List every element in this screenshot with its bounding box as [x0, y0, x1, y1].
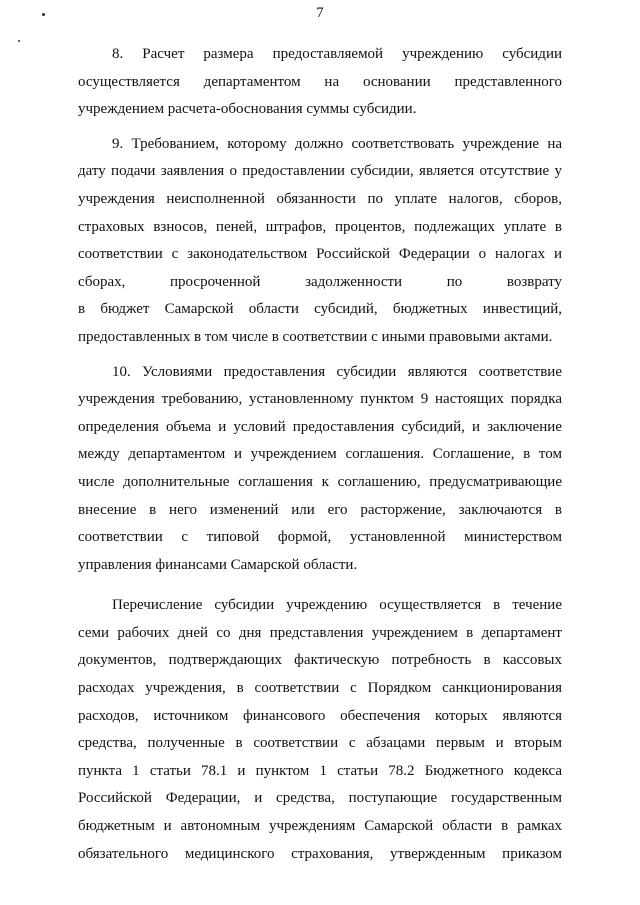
text-line: документов, подтверждающих фактическую потребность в кассовых: [78, 652, 562, 669]
text-line: пункта 1 статьи 78.1 и пунктом 1 статьи 78.2 Бюджетного кодекса: [78, 762, 562, 779]
text-line: страховых взносов, пеней, штрафов, процентов, подлежащих уплате в: [78, 218, 562, 235]
paragraph-item-8: [78, 41, 562, 124]
text-line: внесение в него изменений или его расторжение, заключаются в: [78, 501, 562, 518]
paragraph-transfer: [78, 592, 562, 868]
text-line: семи рабочих дней со дня представления учреждением в департамент: [78, 624, 562, 641]
page-number: 7: [316, 5, 324, 21]
scan-artifact-dot: [18, 40, 20, 42]
text-line: Российской Федерации, и средства, поступающие государственным: [78, 790, 562, 807]
text-line: предоставленных в том числе в соответствии с иными правовыми актами.: [78, 328, 553, 345]
text-line: соответствии с типовой формой, установленной министерством: [78, 529, 562, 546]
text-line: учреждения требованию, установленному пунктом 9 настоящих порядка: [78, 391, 562, 408]
text-line: управления финансами Самарской области.: [78, 556, 358, 573]
text-line: расходах учреждения, в соответствии с Порядком санкционирования: [78, 680, 562, 697]
text-line: числе дополнительные соглашения к соглашению, предусматривающие: [78, 473, 562, 490]
text-line: дату подачи заявления о предоставлении субсидии, является отсутствие у: [78, 163, 562, 180]
text-line: сборах, просроченной задолженности по возврату: [78, 273, 562, 290]
document-body: [78, 41, 562, 868]
text-line: учреждения неисполненной обязанности по уплате налогов, сборов,: [78, 190, 562, 207]
text-line: расходов, источником финансового обеспечения которых являются: [78, 707, 562, 724]
text-line: 8. Расчет размера предоставляемой учреждению субсидии: [112, 46, 562, 62]
text-line: учреждением расчета-обоснования суммы субсидии.: [78, 101, 417, 118]
text-line: бюджетным и автономным учреждениям Самарской области в рамках: [78, 818, 562, 835]
text-line: средства, полученные в соответствии с абзацами первым и вторым: [78, 735, 562, 752]
text-line: Перечисление субсидии учреждению осуществляется в течение: [112, 597, 562, 614]
text-line: 10. Условиями предоставления субсидии являются соответствие: [112, 363, 562, 380]
paragraph-item-9: [78, 131, 562, 352]
text-line: 9. Требованием, которому должно соответствовать учреждение на: [112, 135, 562, 152]
text-line: в бюджет Самарской области субсидий, бюджетных инвестиций,: [78, 301, 562, 318]
text-line: соответствии с законодательством Российской Федерации о налогах и: [78, 246, 562, 263]
text-line: обязательного медицинского страхования, утвержденным приказом: [78, 845, 562, 862]
text-line: между департаментом и учреждением соглашения. Соглашение, в том: [78, 446, 562, 463]
text-line: осуществляется департаментом на основании представленного: [78, 73, 562, 90]
paragraph-item-10: [78, 359, 562, 580]
text-line: определения объема и условий предоставления субсидий, и заключение: [78, 418, 562, 435]
